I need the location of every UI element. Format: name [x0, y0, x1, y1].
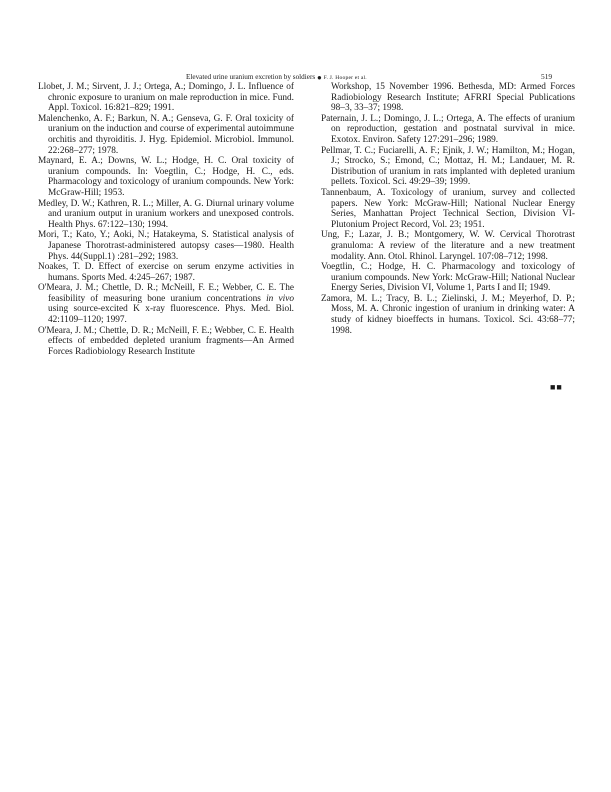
reference-maynard: Maynard, E. A.; Downs, W. L.; Hodge, H. C. Oral toxicity of uranium compounds. In: Voegtlin, C.; Hodge, H. C., eds. Pharmacology and toxicology of uranium compounds. New York: McGraw-Hill; 1953.	[38, 156, 294, 198]
reference-pellmar: Pellmar, T. C.; Fuciarelli, A. F.; Ejnik, J. W.; Hamilton, M.; Hogan, J.; Strocko, S.; Emond, C.; Mottaz, H. M.; Landauer, M. R. Distribution of uranium in rats implanted with depleted uranium pellets. Toxicol. Sci. 49:29–39; 1999.	[321, 145, 575, 188]
running-title: Elevated urine uranium excretion by soldiers	[186, 73, 316, 81]
reference-voegtlin: Voegtlin, C.; Hodge, H. C. Pharmacology and toxicology of uranium compounds. New York: McGraw-Hill; National Nuclear Energy Series, Division VI, Volume 1, Parts I and II; 1949.	[321, 262, 575, 294]
reference-noakes: Noakes, T. D. Effect of exercise on serum enzyme activities in humans. Sports Med. 4:245–267; 1987.	[38, 262, 294, 283]
end-of-article-mark: ■■	[550, 382, 563, 392]
reference-medley: Medley, D. W.; Kathren, R. L.; Miller, A. G. Diurnal urinary volume and uranium output in uranium workers and unexposed controls. Health Phys. 67:122–130; 1994.	[38, 198, 294, 230]
reference-omeara-1998: O'Meara, J. M.; Chettle, D. R.; McNeill, F. E.; Webber, C. E. Health effects of embedded depleted uranium fragments—An Armed Forces Radiobiology Research Institute	[38, 325, 294, 357]
reference-zamora: Zamora, M. L.; Tracy, B. L.; Zielinski, J. M.; Meyerhof, D. P.; Moss, M. A. Chronic ingestion of uranium in drinking water: A study of kidney bioeffects in humans. Toxicol. Sci. 43:68–77; 1998.	[321, 293, 575, 336]
left-column	[38, 82, 294, 357]
bullet-icon: ●	[316, 73, 322, 82]
reference-omeara-1997: O'Meara, J. M.; Chettle, D. R.; McNeill, F. E.; Webber, C. E. The feasibility of measuring bone uranium concentrations in vivo using source-excited K x-ray fluorescence. Phys. Med. Biol. 42:1109–1120; 1997.	[38, 283, 295, 326]
page-number: 519	[541, 72, 553, 81]
reference-tannenbaum: Tannenbaum, A. Toxicology of uranium, survey and collected papers. New York: McGraw-Hill; National Nuclear Energy Series, Manhattan Project Technical Section, Division VI-Plutonium Project Record, Vol. 23; 1951.	[321, 187, 575, 230]
right-column	[321, 82, 575, 336]
reference-llobet: Llobet, J. M.; Sirvent, J. J.; Ortega, A.; Domingo, J. L. Influence of chronic exposure to uranium on male reproduction in mice. Fund. Appl. Toxicol. 16:821–829; 1991.	[38, 82, 294, 114]
running-author: F. J. Hooper et al.	[323, 75, 367, 81]
reference-mori: Mori, T.; Kato, Y.; Aoki, N.; Hatakeyma, S. Statistical analysis of Japanese Thorotrast-administered autopsy cases—1980. Health Phys. 44(Suppl.1) :281–292; 1983.	[38, 230, 294, 262]
reference-malenchenko: Malenchenko, A. F.; Barkun, N. A.; Genseva, G. F. Oral toxicity of uranium on the induction and course of experimental autoimmune orchitis and thyroiditis. J. Hyg. Epidemiol. Microbiol. Immunol. 22:268–277; 1978.	[38, 113, 294, 156]
reference-ung: Ung, F.; Lazar, J. B.; Montgomery, W. W. Cervical Thorotrast granuloma: A review of the literature and a new treatment modality. Ann. Otol. Rhinol. Laryngel. 107:08–712; 1998.	[321, 230, 575, 262]
reference-continuation: Workshop, 15 November 1996. Bethesda, MD: Armed Forces Radiobiology Research Institute; AFRRI Special Publications 98–3, 33–37; 1998.	[331, 82, 575, 114]
reference-paternain: Paternain, J. L.; Domingo, J. L.; Ortega, A. The effects of uranium on reproduction, gestation and postnatal survival in mice. Exotox. Environ. Safety 127:291–296; 1989.	[321, 113, 575, 145]
